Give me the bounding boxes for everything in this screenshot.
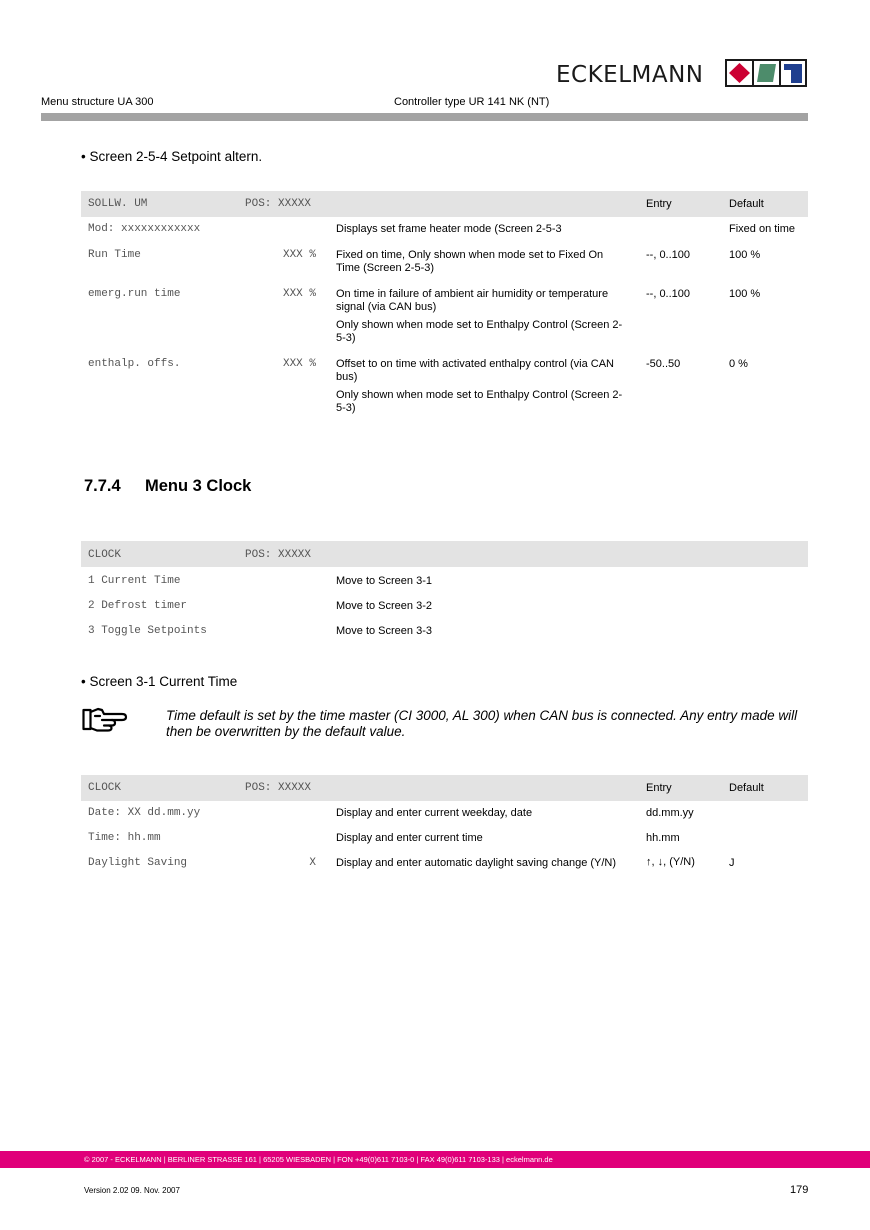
section-number: 7.7.4 <box>84 477 121 495</box>
table-row-desc-note: Only shown when mode set to Enthalpy Control (Screen 2-5-3) <box>336 389 623 414</box>
table-row-desc: Display and enter current weekday, date <box>336 807 533 819</box>
screen-254-head-default: Default <box>729 198 764 210</box>
footer-bar <box>0 1151 870 1168</box>
table-row-name: Run Time <box>88 249 141 261</box>
table-row-name: Time: hh.mm <box>88 832 161 844</box>
table-row-desc: Move to Screen 3-1 <box>336 575 432 587</box>
table-row-entry: --, 0..100 <box>646 249 691 261</box>
screen-31-heading: • Screen 3-1 Current Time <box>81 674 238 689</box>
header-controller-type: Controller type UR 141 NK (NT) <box>394 96 550 108</box>
table-row-name: enthalp. offs. <box>88 358 181 370</box>
table-row-desc: Display and enter current time <box>336 832 483 844</box>
footer-contact: © 2007 - ECKELMANN | BERLINER STRASSE 161 | 65205 WIESBADEN | FON +49(0)611 7103-0 | FAX 49(0)611 7103-133 | eckelmann.de <box>84 1155 553 1164</box>
table-row-name: Date: XX dd.mm.yy <box>88 807 201 819</box>
table-row-value: XXX % <box>282 249 316 261</box>
table-row-desc: Fixed on time, Only shown when mode set to Fixed On Time (Screen 2-5-3) <box>336 249 604 274</box>
screen-254-heading: • Screen 2-5-4 Setpoint altern. <box>81 149 263 164</box>
screen-31-head-pos: POS: XXXXX <box>245 782 312 794</box>
table-row-entry: hh.mm <box>646 832 680 844</box>
pointing-hand-icon <box>82 707 128 733</box>
table-row-desc: Move to Screen 3-2 <box>336 600 432 612</box>
table-row-value: XXX % <box>282 358 316 370</box>
table-row-name: 2 Defrost timer <box>88 600 188 612</box>
table-row-desc: Displays set frame heater mode (Screen 2-5-3 <box>336 223 562 235</box>
footer-version: Version 2.02 09. Nov. 2007 <box>84 1186 180 1195</box>
table-row-desc: On time in failure of ambient air humidity or temperature signal (via CAN bus) <box>336 288 609 313</box>
screen-31-title: Screen 3-1 Current Time <box>89 674 238 689</box>
table-row-default: 0 % <box>729 358 748 370</box>
table-row-entry: -50..50 <box>646 358 681 370</box>
screen-254-head-pos: POS: XXXXX <box>245 198 312 210</box>
time-master-note: Time default is set by the time master (CI 3000, AL 300) when CAN bus is connected. Any entry made will then be overwritten by the default value. <box>166 708 798 739</box>
clock-menu-table-header <box>81 541 808 567</box>
screen-31-table-header <box>81 775 808 801</box>
table-row-name: 3 Toggle Setpoints <box>88 625 207 637</box>
table-row-entry: dd.mm.yy <box>646 807 694 819</box>
table-row-default: 100 % <box>729 288 761 300</box>
table-row-name: Daylight Saving <box>88 857 188 869</box>
table-row-name: 1 Current Time <box>88 575 181 587</box>
table-row-desc: Move to Screen 3-3 <box>336 625 432 637</box>
table-row-default: 100 % <box>729 249 761 261</box>
table-row-value: XXX % <box>282 288 316 300</box>
screen-31-head-entry: Entry <box>646 782 672 794</box>
screen-254-head-entry: Entry <box>646 198 672 210</box>
table-row-desc: Display and enter automatic daylight saving change (Y/N) <box>336 857 617 869</box>
screen-31-head-name: CLOCK <box>88 782 122 794</box>
header-doc-title: Menu structure UA 300 <box>41 96 154 108</box>
brand-logo-icon <box>725 59 807 87</box>
page-number: 179 <box>790 1184 809 1196</box>
clock-menu-head-pos: POS: XXXXX <box>245 549 312 561</box>
pointing-hand-icon-svg <box>82 707 128 733</box>
clock-menu-head-name: CLOCK <box>88 549 122 561</box>
table-row-name: emerg.run time <box>88 288 181 300</box>
brand-name: ECKELMANN <box>556 62 704 88</box>
screen-254-table-header <box>81 191 808 217</box>
screen-254-title: Screen 2-5-4 Setpoint altern. <box>89 149 263 164</box>
table-row-entry: --, 0..100 <box>646 288 691 300</box>
table-row-default: Fixed on time <box>729 223 796 235</box>
screen-31-head-default: Default <box>729 782 764 794</box>
header-divider <box>41 113 808 121</box>
table-row-desc: Offset to on time with activated enthalpy control (via CAN bus) <box>336 358 614 383</box>
brand-logo <box>725 59 807 87</box>
screen-254-head-name: SOLLW. UM <box>88 198 148 210</box>
table-row-default: J <box>729 857 735 869</box>
table-row-value: X <box>309 857 316 869</box>
table-row-entry: ↑, ↓, (Y/N) <box>646 856 695 868</box>
table-row-name: Mod: xxxxxxxxxxxx <box>88 223 201 235</box>
section-title: Menu 3 Clock <box>145 477 252 495</box>
table-row-desc-note: Only shown when mode set to Enthalpy Control (Screen 2-5-3) <box>336 319 623 344</box>
